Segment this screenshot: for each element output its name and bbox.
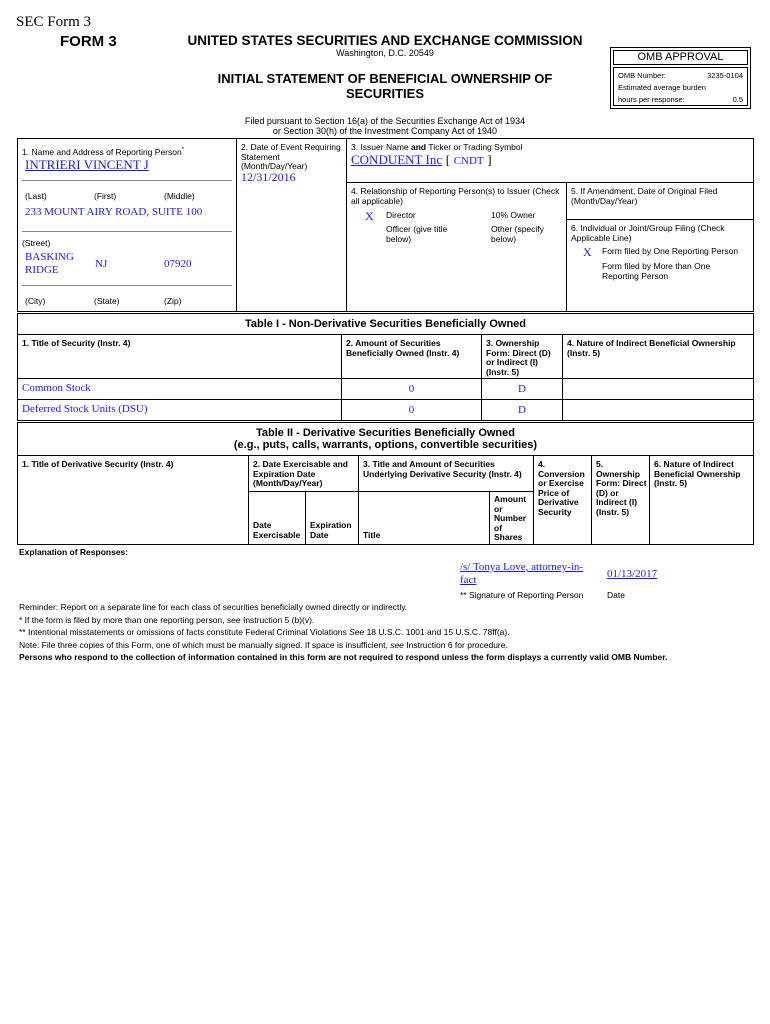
middle-label: (Middle) (164, 191, 195, 201)
note-two (19, 628, 510, 638)
amount-cell (341, 378, 482, 400)
filed-pursuant (170, 116, 600, 136)
amount-value: 0 (408, 383, 415, 395)
note-three-post: Instruction 6 for procedure. (403, 640, 508, 650)
signature-link[interactable]: /s/ Tonya Love, attorney-in-fact (460, 561, 584, 586)
table2-header-1-text: 1. Title of Derivative Security (Instr. 4) (22, 459, 174, 469)
box1-reporting-person (17, 138, 237, 312)
statement-title-line2: SECURITIES (345, 86, 424, 101)
first-label: (First) (94, 191, 117, 201)
box3-label-post: Ticker or Trading Symbol (426, 142, 523, 152)
subheader-date-exercisable-text: Date Exercisable (253, 520, 301, 540)
box4-relationship (346, 182, 567, 312)
note-three (19, 641, 508, 651)
ownership-form-value: D (518, 383, 526, 395)
subheader-title (358, 491, 490, 545)
table1-header-1-text: 1. Title of Security (Instr. 4) (22, 338, 131, 348)
ten-percent-owner-label: 10% Owner (491, 210, 536, 220)
table-row (17, 378, 342, 400)
ownership-form-cell (481, 399, 563, 421)
table1-header-3 (481, 334, 563, 379)
subheader-date-exercisable (248, 491, 306, 545)
director-checkmark: X (365, 209, 374, 223)
agency-name: UNITED STATES SECURITIES AND EXCHANGE COMMISSION (187, 33, 583, 48)
table1-header-2-text: 2. Amount of Securities Beneficially Owned (Instr. 4) (346, 338, 460, 358)
explanation-label: Explanation of Responses: (19, 547, 129, 557)
omb-number-value: 3235-0104 (707, 71, 743, 80)
table1-header-3-text: 3. Ownership Form: Direct (D) or Indirect (I) (Instr. 5) (486, 338, 551, 377)
statement-title (180, 71, 590, 101)
table1-title-cell (17, 313, 754, 335)
amount-cell (341, 399, 482, 421)
table2-header-5-text: 5. Ownership Form: Direct (D) or Indirect (I) (Instr. 5) (596, 459, 647, 517)
director-label: Director (386, 210, 416, 220)
table2-header-3-text: 3. Title and Amount of Securities Underlying Derivative Security (Instr. 4) (363, 459, 522, 479)
subheader-expiration-date (305, 491, 359, 545)
date-label: Date (607, 590, 625, 600)
subheader-title-text: Title (363, 529, 381, 540)
bracket-close: ] (487, 152, 492, 167)
note-one-post: Instruction 5 (b)(v). (240, 615, 315, 625)
more-persons-label: Form filed by More than One Reporting Person (602, 261, 711, 281)
box3-label-and: and (411, 142, 427, 152)
state-value: NJ (95, 258, 108, 270)
box4-label: 4. Relationship of Reporting Person(s) to Issuer (Check all applicable) (351, 186, 560, 206)
omb-hours-value: 0.5 (732, 95, 743, 104)
nature-cell (562, 399, 754, 421)
table1-header-2 (341, 334, 482, 379)
omb-burden-label: Estimated average burden (618, 83, 706, 92)
omb-details (613, 67, 748, 106)
other-label: Other (specify below) (491, 224, 544, 244)
table2-header-2 (248, 455, 359, 492)
zip-label: (Zip) (164, 296, 182, 306)
box6-filing (566, 219, 754, 312)
omb-approval-box (610, 47, 751, 109)
table2-header-1 (17, 455, 249, 545)
bracket-open: [ (445, 152, 451, 167)
omb-title: OMB APPROVAL (613, 50, 748, 65)
filed-line1: Filed pursuant to Section 16(a) of the Securities Exchange Act of 1934 (244, 116, 526, 126)
note-two-see: See (349, 627, 365, 637)
subheader-expiration-date-text: Expiration Date (310, 520, 352, 540)
street-divider (22, 231, 232, 232)
note-three-pre: Note: File three copies of this Form, one of which must be manually signed. If space is insufficient, (19, 640, 391, 650)
table1-header-1 (17, 334, 342, 379)
table-row (17, 399, 342, 421)
box2-date-of-event (236, 138, 347, 312)
officer-label: Officer (give title below) (386, 224, 448, 244)
table1-title: Table I - Non-Derivative Securities Beneficially Owned (245, 318, 526, 330)
security-title: Common Stock (22, 382, 91, 394)
signature-date-link[interactable]: 01/13/2017 (607, 568, 658, 580)
box1-star: * (181, 147, 185, 153)
name-divider (22, 180, 232, 181)
signature-label: ** Signature of Reporting Person (460, 590, 584, 600)
statement-title-line1: INITIAL STATEMENT OF BENEFICIAL OWNERSHIP OF (217, 71, 553, 86)
street-label: (Street) (22, 238, 51, 248)
subheader-amount (489, 491, 534, 545)
table2-header-3 (358, 455, 534, 492)
state-label: (State) (94, 296, 120, 306)
table2-header-2-text: 2. Date Exercisable and Expiration Date (Month/Day/Year) (253, 459, 348, 488)
box1-label-text: 1. Name and Address of Reporting Person (22, 146, 182, 157)
table2-title-line2: (e.g., puts, calls, warrants, options, convertible securities) (233, 439, 538, 451)
subheader-amount-text: Amount or Number of Shares (494, 494, 527, 542)
issuer-name-link[interactable]: CONDUENT Inc (351, 152, 443, 167)
table1-header-4-text: 4. Nature of Indirect Beneficial Ownership (Instr. 5) (567, 338, 736, 358)
table2-header-5 (591, 455, 650, 545)
security-title: Deferred Stock Units (DSU) (22, 403, 148, 415)
box1-label (22, 146, 184, 157)
box3-issuer (346, 138, 754, 183)
table2-header-6-text: 6. Nature of Indirect Beneficial Ownership (Instr. 5) (654, 459, 741, 488)
box5-amendment (566, 182, 754, 220)
table2-header-4 (533, 455, 592, 545)
city-divider (22, 285, 232, 286)
table2-title-line1: Table II - Derivative Securities Beneficially Owned (255, 427, 515, 439)
note-one-pre: * If the form is filed by more than one reporting person, (19, 615, 227, 625)
nature-cell (562, 378, 754, 400)
box2-label: 2. Date of Event Requiring Statement (Month/Day/Year) (241, 142, 341, 171)
one-person-checkmark: X (583, 245, 592, 259)
table2-header-4-text: 4. Conversion or Exercise Price of Derivative Security (538, 459, 585, 517)
street-address: 233 MOUNT AIRY ROAD, SUITE 100 (25, 206, 203, 218)
table2-title-cell (17, 422, 754, 456)
omb-number-label: OMB Number: (618, 71, 666, 80)
city-label: (City) (25, 296, 46, 306)
table2-header-6 (649, 455, 754, 545)
one-person-label: Form filed by One Reporting Person (602, 246, 739, 256)
city-value: BASKING RIDGE (25, 251, 74, 276)
box6-label: 6. Individual or Joint/Group Filing (Check Applicable Line) (571, 223, 725, 243)
note-one-see: see (226, 615, 241, 625)
event-date-value: 12/31/2016 (241, 170, 296, 184)
note-two-post: 18 U.S.C. 1001 and 15 U.S.C. 78ff(a). (364, 627, 510, 637)
box3-label-pre: 3. Issuer Name (351, 142, 411, 152)
table1-header-4 (562, 334, 754, 379)
note-three-see: see (390, 640, 404, 650)
ownership-form-value: D (518, 404, 526, 416)
zip-value: 07920 (164, 258, 192, 270)
note-two-pre: ** Intentional misstatements or omissions of facts constitute Federal Criminal Violations (19, 627, 350, 637)
omb-notice: Persons who respond to the collection of information contained in this form are not required to respond unless the form displays a currently valid OMB Number. (19, 652, 668, 662)
amount-value: 0 (408, 404, 415, 416)
note-one (19, 616, 314, 626)
issuer-line (351, 152, 492, 168)
reporting-person-name-link[interactable]: INTRIERI VINCENT J (25, 157, 149, 172)
agency-location: Washington, D.C. 20549 (336, 48, 434, 58)
filed-line2: or Section 30(h) of the Investment Company Act of 1940 (272, 126, 498, 136)
box5-label: 5. If Amendment, Date of Original Filed (Month/Day/Year) (571, 186, 718, 206)
reminder-text: Reminder: Report on a separate line for each class of securities beneficially owned directly or indirectly. (19, 602, 408, 612)
omb-hours-label: hours per response: (618, 95, 685, 104)
ownership-form-cell (481, 378, 563, 400)
form-label: FORM 3 (60, 33, 117, 50)
ticker-symbol: CNDT (453, 155, 484, 167)
last-label: (Last) (25, 191, 47, 201)
document-title: SEC Form 3 (16, 14, 92, 30)
